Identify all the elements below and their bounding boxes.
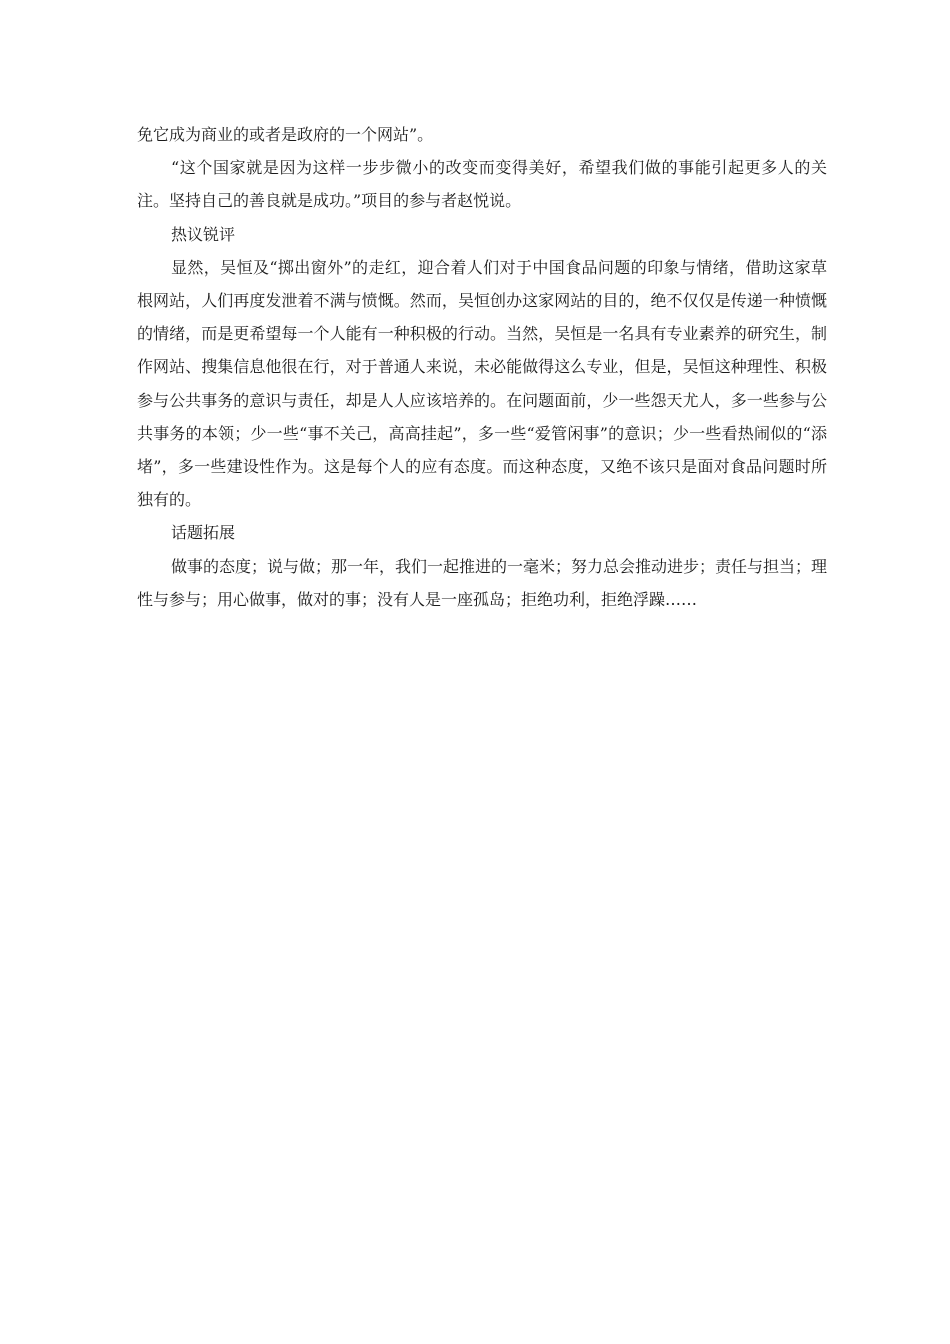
paragraph-comment: 显然，吴恒及“掷出窗外”的走红，迎合着人们对于中国食品问题的印象与情绪，借助这家草根网站，人们再度发泄着不满与愤慨。然而，吴恒创办这家网站的目的，绝不仅仅是传递一种愤慨的情绪，而是更希望每一个人能有一种积极的行动。当然，吴恒是一名具有专业素养的研究生，制作网站、搜集信息他很在行，对于普通人来说，未必能做得这么专业，但是，吴恒这种理性、积极参与公共事务的意识与责任，却是人人应该培养的。在问题面前，少一些怨天尤人，多一些参与公共事务的本领；少一些“事不关己，高高挂起”，多一些“爱管闲事”的意识；少一些看热闹似的“添堵”，多一些建设性作为。这是每个人的应有态度。而这种态度，又绝不该只是面对食品问题时所独有的。 [137, 257, 827, 510]
paragraph-topics: 做事的态度；说与做；那一年，我们一起推进的一毫米；努力总会推动进步；责任与担当；理性与参与；用心做事，做对的事；没有人是一座孤岛；拒绝功利，拒绝浮躁…… [137, 556, 828, 609]
paragraph-quote: “这个国家就是因为这样一步步微小的改变而变得美好，希望我们做的事能引起更多人的关注。坚持自己的善良就是成功。”项目的参与者赵悦说。 [137, 158, 827, 211]
paragraph-continuation: 免它成为商业的或者是政府的一个网站”。 [137, 125, 434, 144]
document-body [137, 118, 827, 616]
heading-comment: 热议锐评 [171, 224, 236, 244]
heading-topics: 话题拓展 [171, 523, 236, 543]
